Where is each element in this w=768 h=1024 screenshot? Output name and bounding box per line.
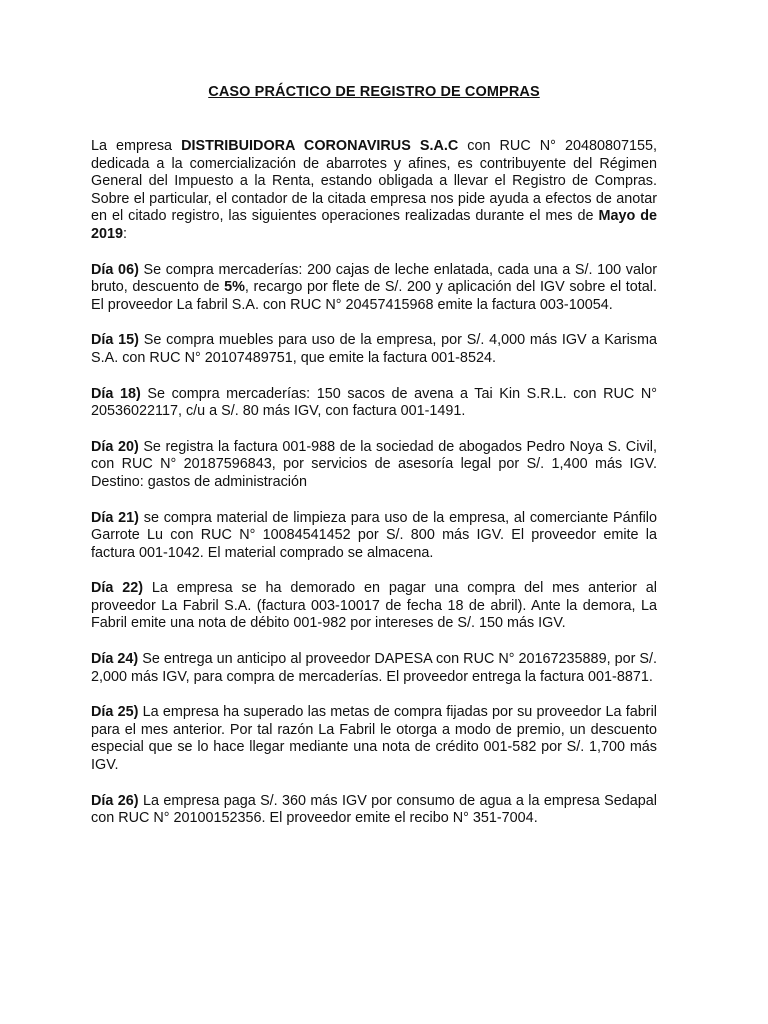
day-text: Se compra mercaderías: 200 cajas de leche enlatada, cada una a S/. 100 valor bruto, descuento de: [91, 261, 657, 296]
day-text: La empresa se ha demorado en pagar una compra del mes anterior al proveedor La Fabril S.A. (factura 003-10017 de fecha 18 de abril). Ante la demora, La Fabril emite una nota de débito 001-982 por intereses de S/. 150 más IGV.: [91, 580, 657, 632]
day-text: La empresa ha superado las metas de compra fijadas por su proveedor La fabril para el mes anterior. Por tal razón La Fabril le otorga a modo de premio, un descuento especial que se lo hace llegar mediante una nota de crédito 001-582 por S/. 1,700 más IGV.: [91, 704, 657, 774]
intro-text-body: con RUC N° 20480807155, dedicada a la comercialización de abarrotes y afines, es contribuyente del Régimen General del Impuesto a la Renta, estando obligada a llevar el Registro de Compras. Sobre el particular, el contador de la citada empresa nos pide ayuda a efectos de anotar en el citado registro, las siguientes operaciones realizadas durante el mes de: [91, 138, 657, 225]
day-label: Día 06): [91, 261, 139, 278]
intro-text-start: La empresa: [91, 138, 182, 154]
document-title: CASO PRÁCTICO DE REGISTRO DE COMPRAS: [208, 84, 540, 100]
day-text: Se compra mercaderías: 150 sacos de avena a Tai Kin S.R.L. con RUC N° 20536022117, c/u a S/. 80 más IGV, con factura 001-1491.: [91, 385, 657, 420]
operation-day-15: [91, 332, 657, 367]
day-label: Día 24): [91, 651, 139, 668]
operation-day-24: [91, 651, 657, 686]
day-label: Día 22): [91, 580, 144, 597]
discount-percent: 5%: [224, 279, 245, 296]
day-label: Día 21): [91, 509, 139, 526]
operation-day-22: [91, 580, 657, 633]
intro-text-end: :: [123, 225, 128, 242]
day-text: Se compra muebles para uso de la empresa, por S/. 4,000 más IGV a Karisma S.A. con RUC N° 20107489751, que emite la factura 001-8524.: [91, 332, 657, 366]
day-text: Se registra la factura 001-988 de la sociedad de abogados Pedro Noya S. Civil, con RUC N° 20187596843, por servicios de asesoría legal por S/. 1,400 más IGV. Destino: gastos de administración: [91, 438, 657, 490]
intro-paragraph: [91, 138, 657, 244]
operation-day-20: [91, 439, 657, 492]
day-label: Día 26): [91, 792, 139, 809]
operation-day-06: [91, 262, 657, 315]
operation-day-26: [91, 793, 657, 828]
day-label: Día 20): [91, 438, 139, 455]
day-label: Día 15): [91, 332, 139, 349]
day-text: La empresa paga S/. 360 más IGV por consumo de agua a la empresa Sedapal con RUC N° 20100152356. El proveedor emite el recibo N° 351-7004.: [91, 792, 657, 827]
operation-day-21: [91, 510, 657, 563]
operation-day-18: [91, 386, 657, 421]
period-month: Mayo de 2019: [91, 208, 658, 242]
day-text-continued: , recargo por flete de S/. 200 y aplicación del IGV sobre el total. El proveedor La fabril S.A. con RUC N° 20457415968 emite la factura 003-10054.: [91, 279, 657, 313]
day-label: Día 18): [91, 385, 141, 402]
day-text: se compra material de limpieza para uso de la empresa, al comerciante Pánfilo Garrote Lu con RUC N° 10084541452 por S/. 800 más IGV. El proveedor emite la factura 001-1042. El material comprado se almacena.: [91, 509, 657, 561]
operation-day-25: [91, 704, 657, 774]
day-text: Se entrega un anticipo al proveedor DAPESA con RUC N° 20167235889, por S/. 2,000 más IGV, para compra de mercaderías. El proveedor entrega la factura 001-8871.: [91, 651, 657, 685]
day-label: Día 25): [91, 704, 139, 721]
company-name: DISTRIBUIDORA CORONAVIRUS S.A.C: [181, 138, 459, 154]
